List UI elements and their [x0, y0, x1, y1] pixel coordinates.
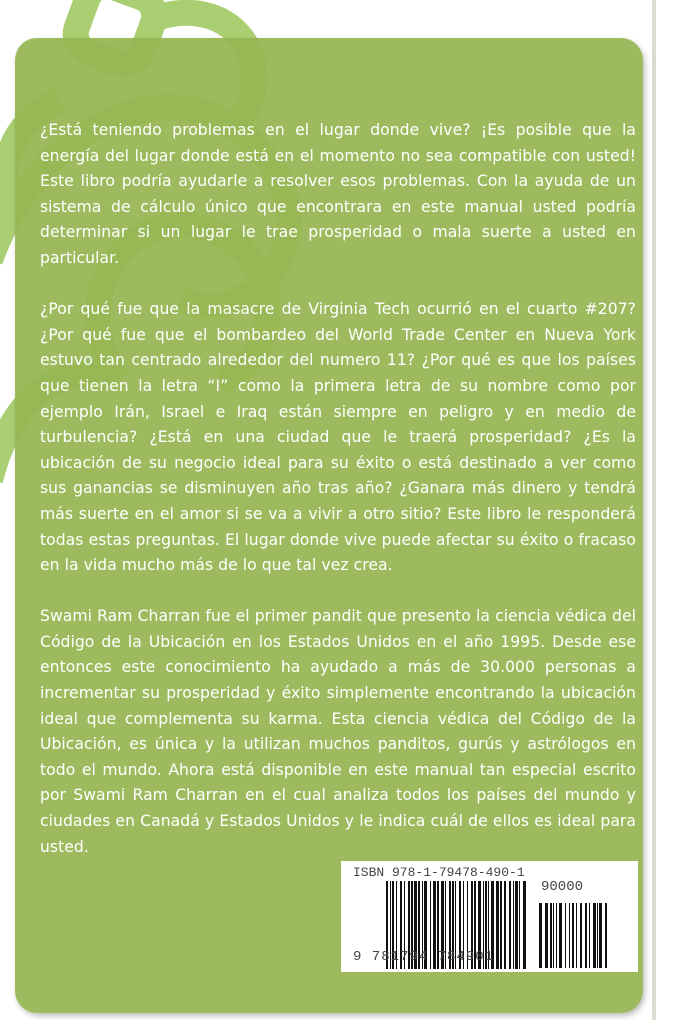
barcode-bar	[556, 903, 557, 968]
blurb-paragraph-3: Swami Ram Charran fue el primer pandit que presento la ciencia védica del Código de la Ubicación en los Estados Unidos en el año 1995. Desde ese entonces este conocimiento ha ayudado a más de 30.000 personas a incrementar su prosperidad y éxito simplemente encontrando la ubicación ideal que complementa su karma. Esta ciencia védica del Código de la Ubicación, es única y la utilizan muchos panditos, gurús y astrólogos en todo el mundo. Ahora está disponible en este manual tan especial escrito por Swami Ram Charran en el cual analiza todos los países del mundo y ciudades en Canadá y Estados Unidos y le indica cuál de ellos es ideal para usted.	[40, 607, 636, 856]
barcode-bar	[559, 903, 562, 968]
barcode-bar	[553, 903, 554, 968]
barcode-bar	[599, 903, 602, 968]
barcode-bar	[589, 903, 590, 968]
barcode-bar	[513, 881, 514, 969]
barcode-bar	[545, 903, 548, 968]
blurb-paragraph-2: ¿Por qué fue que la masacre de Virginia Tech ocurrió en el cuarto #207? ¿Por qué fue que el bombardeo del World Trade Center en Nueva York estuvo tan centrado alrededor del numero 11? ¿Por qué es que los países que tienen la letra “I” como la primera letra de su nombre como por ejemplo Irán, Israel e Iraq están siempre en peligro y en medio de turbulencia? ¿Está en una ciudad que le traerá prosperidad? ¿Es la ubicación de su negocio ideal para su éxito o está destinado a ver como sus ganancias se disminuyen año tras año? ¿Ganara más dinero y tendrá más suerte en el amor si se va a vivir a otro sitio? Este libro le responderá todas estas preguntas. El lugar donde vive puede afectar su éxito o fracaso en la vida mucho más de lo que tal vez crea.	[40, 300, 636, 575]
barcode-bar	[509, 881, 511, 969]
barcode-bar	[496, 881, 499, 969]
barcode-bar	[504, 881, 506, 969]
isbn-label: ISBN 978-1-79478-490-1	[353, 865, 525, 880]
barcode-bar	[515, 881, 518, 969]
barcode-bar	[572, 903, 574, 968]
barcode-bar	[569, 903, 570, 968]
barcode-bar	[550, 903, 552, 968]
isbn-barcode	[341, 861, 638, 972]
barcode-bar	[519, 881, 520, 969]
barcode-bar	[580, 903, 582, 968]
barcode-bar	[500, 881, 502, 969]
barcode-bar	[593, 903, 596, 968]
barcode-bar	[597, 903, 598, 968]
blurb-paragraph-1: ¿Está teniendo problemas en el lugar donde vive? ¡Es posible que la energía del lugar donde está en el momento no sea compatible con usted! Este libro podría ayudarle a resolver esos problemas. Con la ayuda de un sistema de cálculo único que encontrara en este manual usted podría determinar si un lugar le trae prosperidad o mala suerte a usted en particular.	[40, 121, 636, 267]
barcode-bar	[576, 903, 577, 968]
barcode-bar	[539, 903, 542, 968]
back-cover-blurb	[40, 118, 636, 886]
spine-edge	[652, 0, 656, 1020]
barcode-bar	[585, 903, 587, 968]
barcode-bar	[523, 881, 526, 969]
barcode-bar	[605, 903, 607, 968]
price-addon: 90000	[541, 879, 584, 895]
barcode-digits: 9 781794 784901	[353, 949, 495, 965]
barcode-bar	[565, 903, 566, 968]
